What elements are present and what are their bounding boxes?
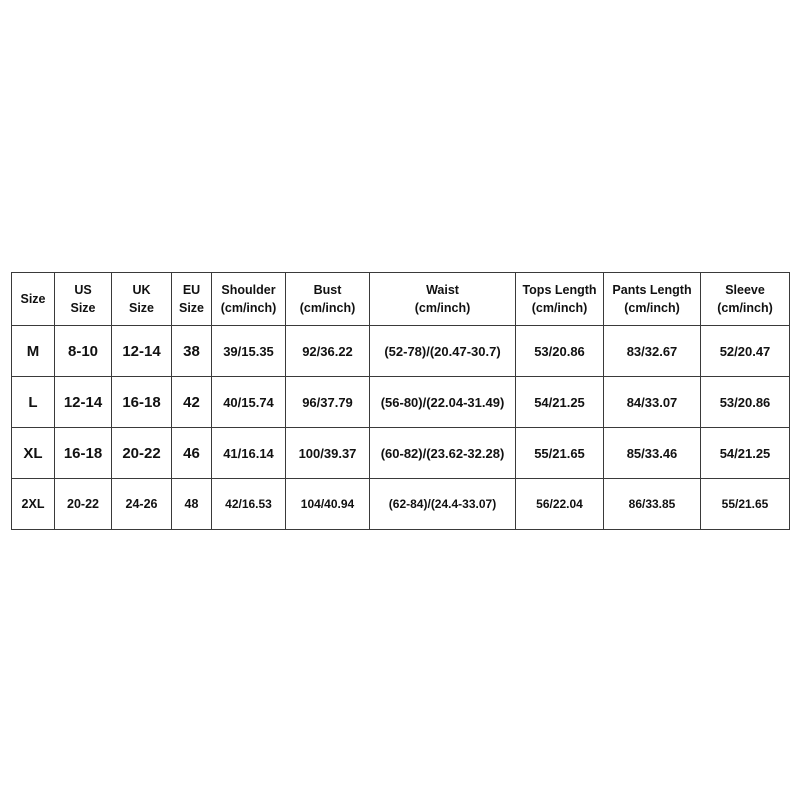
cell-sleeve: 54/21.25 bbox=[701, 428, 790, 479]
cell-shoulder: 40/15.74 bbox=[212, 377, 286, 428]
cell-size: L bbox=[12, 377, 55, 428]
cell-shoulder: 41/16.14 bbox=[212, 428, 286, 479]
cell-pants-length: 83/32.67 bbox=[604, 326, 701, 377]
cell-us-size: 12-14 bbox=[55, 377, 112, 428]
header-sleeve-line: (cm/inch) bbox=[717, 301, 773, 315]
cell-us-size: 16-18 bbox=[55, 428, 112, 479]
header-sleeve bbox=[701, 273, 790, 326]
header-us-size bbox=[55, 273, 112, 326]
header-tops-length-line: Tops Length bbox=[522, 283, 597, 297]
header-pants-length-line: (cm/inch) bbox=[624, 301, 680, 315]
header-eu-size bbox=[172, 273, 212, 326]
header-eu-size-line: Size bbox=[178, 301, 204, 315]
header-bust-line: Bust bbox=[313, 283, 342, 297]
cell-waist: (62-84)/(24.4-33.07) bbox=[370, 479, 516, 530]
cell-eu-size: 38 bbox=[172, 326, 212, 377]
header-bust bbox=[286, 273, 370, 326]
table-row bbox=[12, 428, 790, 479]
cell-eu-size: 42 bbox=[172, 377, 212, 428]
cell-sleeve: 53/20.86 bbox=[701, 377, 790, 428]
header-waist-line: Waist bbox=[426, 283, 459, 297]
cell-waist: (52-78)/(20.47-30.7) bbox=[370, 326, 516, 377]
cell-bust: 100/39.37 bbox=[286, 428, 370, 479]
header-uk-size-line: UK bbox=[132, 283, 151, 297]
size-chart-table bbox=[11, 272, 790, 530]
header-shoulder-line: (cm/inch) bbox=[220, 301, 277, 315]
cell-eu-size: 46 bbox=[172, 428, 212, 479]
cell-tops-length: 55/21.65 bbox=[516, 428, 604, 479]
header-eu-size-line: EU bbox=[182, 283, 201, 297]
cell-uk-size: 20-22 bbox=[112, 428, 172, 479]
header-size-line: Size bbox=[20, 292, 46, 306]
cell-tops-length: 56/22.04 bbox=[516, 479, 604, 530]
table-row bbox=[12, 479, 790, 530]
cell-sleeve: 55/21.65 bbox=[701, 479, 790, 530]
cell-bust: 104/40.94 bbox=[286, 479, 370, 530]
cell-us-size: 20-22 bbox=[55, 479, 112, 530]
header-pants-length bbox=[604, 273, 701, 326]
cell-shoulder: 39/15.35 bbox=[212, 326, 286, 377]
header-bust-line: (cm/inch) bbox=[299, 301, 356, 315]
cell-eu-size: 48 bbox=[172, 479, 212, 530]
header-shoulder bbox=[212, 273, 286, 326]
header-us-size-line: Size bbox=[70, 301, 96, 315]
header-waist bbox=[370, 273, 516, 326]
cell-size: M bbox=[12, 326, 55, 377]
header-waist-line: (cm/inch) bbox=[414, 301, 471, 315]
header-pants-length-line: Pants Length bbox=[612, 283, 692, 297]
cell-pants-length: 84/33.07 bbox=[604, 377, 701, 428]
cell-us-size: 8-10 bbox=[55, 326, 112, 377]
header-tops-length bbox=[516, 273, 604, 326]
cell-shoulder: 42/16.53 bbox=[212, 479, 286, 530]
cell-bust: 96/37.79 bbox=[286, 377, 370, 428]
table-row bbox=[12, 377, 790, 428]
header-uk-size-line: Size bbox=[128, 301, 154, 315]
cell-tops-length: 54/21.25 bbox=[516, 377, 604, 428]
cell-bust: 92/36.22 bbox=[286, 326, 370, 377]
size-chart-container bbox=[11, 272, 789, 530]
cell-uk-size: 24-26 bbox=[112, 479, 172, 530]
header-us-size-line: US bbox=[74, 283, 92, 297]
cell-waist: (60-82)/(23.62-32.28) bbox=[370, 428, 516, 479]
cell-pants-length: 85/33.46 bbox=[604, 428, 701, 479]
cell-uk-size: 12-14 bbox=[112, 326, 172, 377]
cell-tops-length: 53/20.86 bbox=[516, 326, 604, 377]
cell-uk-size: 16-18 bbox=[112, 377, 172, 428]
header-uk-size bbox=[112, 273, 172, 326]
header-tops-length-line: (cm/inch) bbox=[531, 301, 588, 315]
header-shoulder-line: Shoulder bbox=[221, 283, 276, 297]
cell-pants-length: 86/33.85 bbox=[604, 479, 701, 530]
header-size bbox=[12, 273, 55, 326]
cell-size: 2XL bbox=[12, 479, 55, 530]
cell-waist: (56-80)/(22.04-31.49) bbox=[370, 377, 516, 428]
cell-sleeve: 52/20.47 bbox=[701, 326, 790, 377]
header-sleeve-line: Sleeve bbox=[725, 283, 765, 297]
cell-size: XL bbox=[12, 428, 55, 479]
table-header-row bbox=[12, 273, 790, 326]
table-row bbox=[12, 326, 790, 377]
